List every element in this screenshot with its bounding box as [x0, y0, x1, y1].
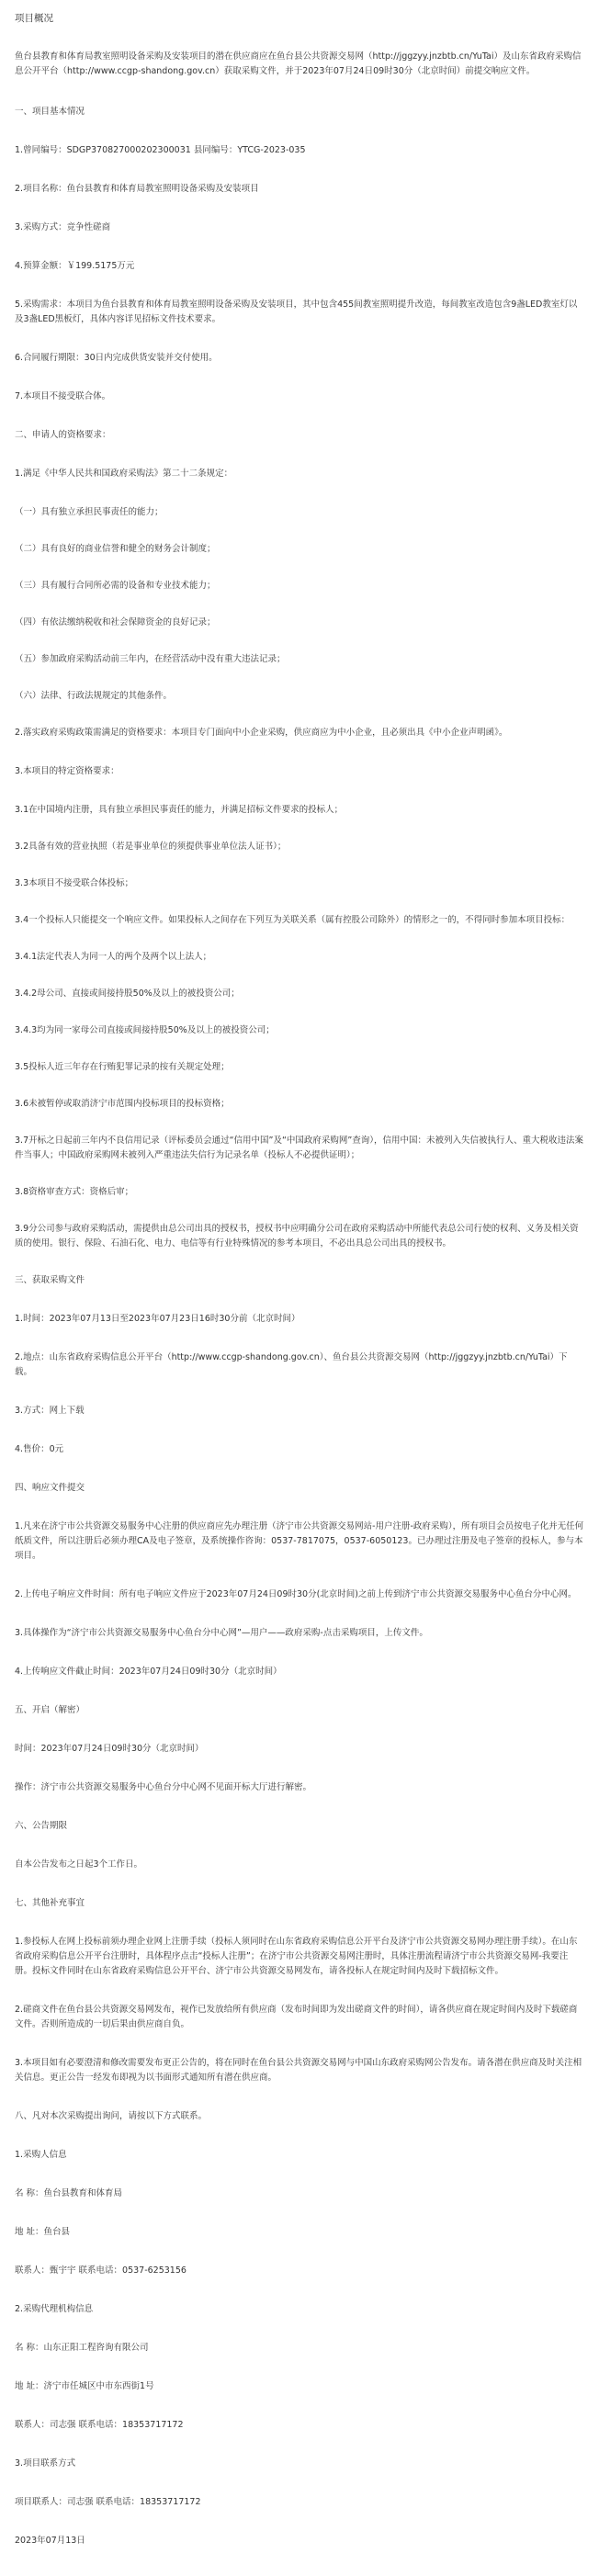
purchaser-contact: 联系人：甄宇宇 联系电话：0537-6253156 [15, 2265, 186, 2276]
section-6-heading: 六、公告期限 [15, 1821, 68, 1831]
req-specific-item: 3.8资格审查方式：资格后审； [15, 1187, 134, 1197]
supplement-item: 3.本项目如有必要澄清和修改需要发布更正公告的，将在同时在鱼台县公共资源交易网与中国山东政府采购网公告发布。请各潜在供应商及时关注相关信息。更正公告一经发布即视为以书面形式通知所有潜在供应商。 [15, 2058, 582, 2083]
req-list-item: （五）参加政府采购活动前三年内，在经营活动中没有重大违法记录； [15, 654, 286, 664]
req-specific-item: 3.9分公司参与政府采购活动，需提供由总公司出具的授权书，授权书中应明确分公司在政府采购活动中所能代表总公司行使的权利、义务及相关资质的使用。银行、保险、石油石化、电力、电信等有行业特殊情况的参考本项目，不必出具总公司出具的授权书。 [15, 1224, 579, 1248]
req-specific-item: 3.3本项目不接受联合体投标； [15, 878, 134, 888]
req-specific-item: 3.7开标之日起前三年内不良信用记录（评标委员会通过“信用中国”及“中国政府采购网”查询），信用中国：未被列入失信被执行人、重大税收违法案件当事人；中国政府采购网未被列入严重违法失信行为记录名单（投标人不必提供证明）； [15, 1135, 584, 1160]
publish-date: 2023年07月13日 [15, 2536, 85, 2546]
intro-paragraph: 鱼台县教育和体育局教室照明设备采购及安装项目的潜在供应商应在鱼台县公共资源交易网（http://jggzyy.jnzbtb.cn/YuTai）及山东省政府采购信息公开平台（http://www.ccgp-shandong.gov.cn）获取采购文件，并于2023年07月24日09时30分（北京时间）前提交响应文件。 [15, 51, 582, 76]
agency-address: 地 址：济宁市任城区中市东西街1号 [15, 2381, 154, 2391]
section-8-heading: 八、凡对本次采购提出询问，请按以下方式联系。 [15, 2111, 208, 2121]
req-list-item: （四）有依法缴纳税收和社会保障资金的良好记录； [15, 617, 216, 627]
req-list-item: （一）具有独立承担民事责任的能力； [15, 507, 164, 517]
project-number: 1.曾同编号：SDGP370827000202300031 县同编号：YTCG-2023-035 [15, 145, 306, 155]
consortium-rule: 7.本项目不接受联合体。 [15, 391, 111, 401]
req-specific-item: 3.4.2母公司、直接或间接持股50%及以上的被投资公司； [15, 989, 240, 999]
req-specific-item: 3.6未被暂停或取消济宁市范围内投标项目的投标资格； [15, 1099, 230, 1109]
acquire-time: 1.时间：2023年07月13日至2023年07月23日16时30分前（北京时间） [15, 1314, 300, 1324]
submit-registration: 1.凡来在济宁市公共资源交易服务中心注册的供应商应先办理注册（济宁市公共资源交易网站-用户注册-政府采购），所有项目会员按电子化并无任何纸质文件，所以注册后必须办理CA及电子签章，及系统操作咨询：0537-7817075，0537-6050123。已办理过注册及电子签章的投标人，参与本项目。 [15, 1521, 584, 1561]
budget-amount: 4.预算金额：￥199.5175万元 [15, 261, 135, 271]
section-4-heading: 四、响应文件提交 [15, 1483, 85, 1493]
project-contact: 项目联系人：司志强 联系电话：18353717172 [15, 2497, 201, 2507]
section-2-heading: 二、申请人的资格要求： [15, 430, 111, 440]
agency-name: 名 称：山东正阳工程咨询有限公司 [15, 2343, 149, 2353]
req-specific-item: 3.5投标人近三年存在行贿犯罪记录的按有关规定处理； [15, 1062, 230, 1072]
req-specific-item: 3.4一个投标人只能提交一个响应文件。如果投标人之间存在下列互为关联关系（属有控股公司除外）的情形之一的，不得同时参加本项目投标： [15, 915, 571, 925]
announcement-period: 自本公告发布之日起3个工作日。 [15, 1859, 143, 1870]
section-3-heading: 三、获取采购文件 [15, 1275, 85, 1285]
section-5-heading: 五、开启（解密） [15, 1705, 85, 1715]
req-policy: 2.落实政府采购政策需满足的资格要求：本项目专门面向中小企业采购，供应商应为中小企业，且必须出具《中小企业声明函》。 [15, 728, 508, 738]
notice-title: 项目概况 [15, 13, 53, 24]
supplement-item: 2.磋商文件在鱼台县公共资源交易网发布，视作已发放给所有供应商（发布时间即为发出磋商文件的时间），请各供应商在规定时间内及时下载磋商文件。否则所造成的一切后果由供应商自负。 [15, 2005, 578, 2029]
procurement-requirement: 5.采购需求：本项目为鱼台县教育和体育局教室照明设备采购及安装项目，其中包含455间教室照明提升改造，每间教室改造包含9盏LED教室灯以及3盏LED黑板灯，具体内容详见招标文件技术要求。 [15, 299, 578, 324]
purchaser-address: 地 址：鱼台县 [15, 2227, 71, 2237]
acquire-location: 2.地点：山东省政府采购信息公开平台（http://www.ccgp-shandong.gov.cn）、鱼台县公共资源交易网（http://jggzyy.jnzbtb.cn/YuTai）下载。 [15, 1352, 568, 1377]
req-specific-item: 3.2具备有效的营业执照（若是事业单位的须提供事业单位法人证书）； [15, 842, 287, 852]
submit-deadline: 4.上传响应文件截止时间：2023年07月24日09时30分（北京时间） [15, 1666, 282, 1677]
purchaser-heading: 1.采购人信息 [15, 2150, 67, 2160]
supplement-item: 1.参投标人在网上投标前须办理企业网上注册手续（投标人须同时在山东省政府采购信息公开平台及济宁市公共资源交易网办理注册手续）。在山东省政府采购信息公开平台注册时，具体程序点击“投标人注册”；在济宁市公共资源交易网注册时，具体注册流程请济宁市公共资源交易网-我要注册。投标文件同时在山东省政府采购信息公开平台、济宁市公共资源交易网发布，请各投标人在规定时间内及时下载招标文件。 [15, 1937, 578, 1976]
agency-heading: 2.采购代理机构信息 [15, 2304, 94, 2314]
purchaser-name: 名 称：鱼台县教育和体育局 [15, 2188, 123, 2198]
section-1-heading: 一、项目基本情况 [15, 107, 85, 117]
submit-upload-time: 2.上传电子响应文件时间：所有电子响应文件应于2023年07月24日09时30分(北京时间)之前上传到济宁市公共资源交易服务中心鱼台分中心网。 [15, 1589, 577, 1599]
req-law-article: 1.满足《中华人民共和国政府采购法》第二十二条规定： [15, 469, 233, 479]
req-specific-heading: 3.本项目的特定资格要求： [15, 766, 119, 776]
submit-operation: 3.具体操作为“济宁市公共资源交易服务中心鱼台分中心网”—用户——政府采购-点击采购项目，上传文件。 [15, 1628, 428, 1638]
req-specific-item: 3.4.1法定代表人为同一人的两个及两个以上法人； [15, 952, 212, 962]
req-list-item: （二）具有良好的商业信誉和健全的财务会计制度； [15, 544, 216, 554]
acquire-method: 3.方式：网上下载 [15, 1406, 85, 1416]
contract-period: 6.合同履行期限：30日内完成供货安装并交付使用。 [15, 353, 218, 363]
opening-time: 时间：2023年07月24日09时30分（北京时间） [15, 1744, 204, 1754]
project-name: 2.项目名称：鱼台县教育和体育局教室照明设备采购及安装项目 [15, 184, 259, 194]
req-specific-item: 3.4.3均为同一家母公司直接或间接持股50%及以上的被投资公司； [15, 1025, 275, 1035]
procurement-method: 3.采购方式：竞争性磋商 [15, 222, 111, 232]
acquire-price: 4.售价：0元 [15, 1444, 64, 1454]
agency-contact: 联系人：司志强 联系电话：18353717172 [15, 2420, 184, 2430]
req-list-item: （三）具有履行合同所必需的设备和专业技术能力； [15, 581, 216, 591]
req-specific-item: 3.1在中国境内注册，具有独立承担民事责任的能力，并满足招标文件要求的投标人； [15, 805, 344, 815]
req-list-item: （六）法律、行政法规规定的其他条件。 [15, 691, 173, 701]
opening-operation: 操作：济宁市公共资源交易服务中心鱼台分中心网不见面开标大厅进行解密。 [15, 1782, 312, 1792]
project-contact-heading: 3.项目联系方式 [15, 2458, 76, 2469]
section-7-heading: 七、其他补充事宜 [15, 1898, 85, 1908]
